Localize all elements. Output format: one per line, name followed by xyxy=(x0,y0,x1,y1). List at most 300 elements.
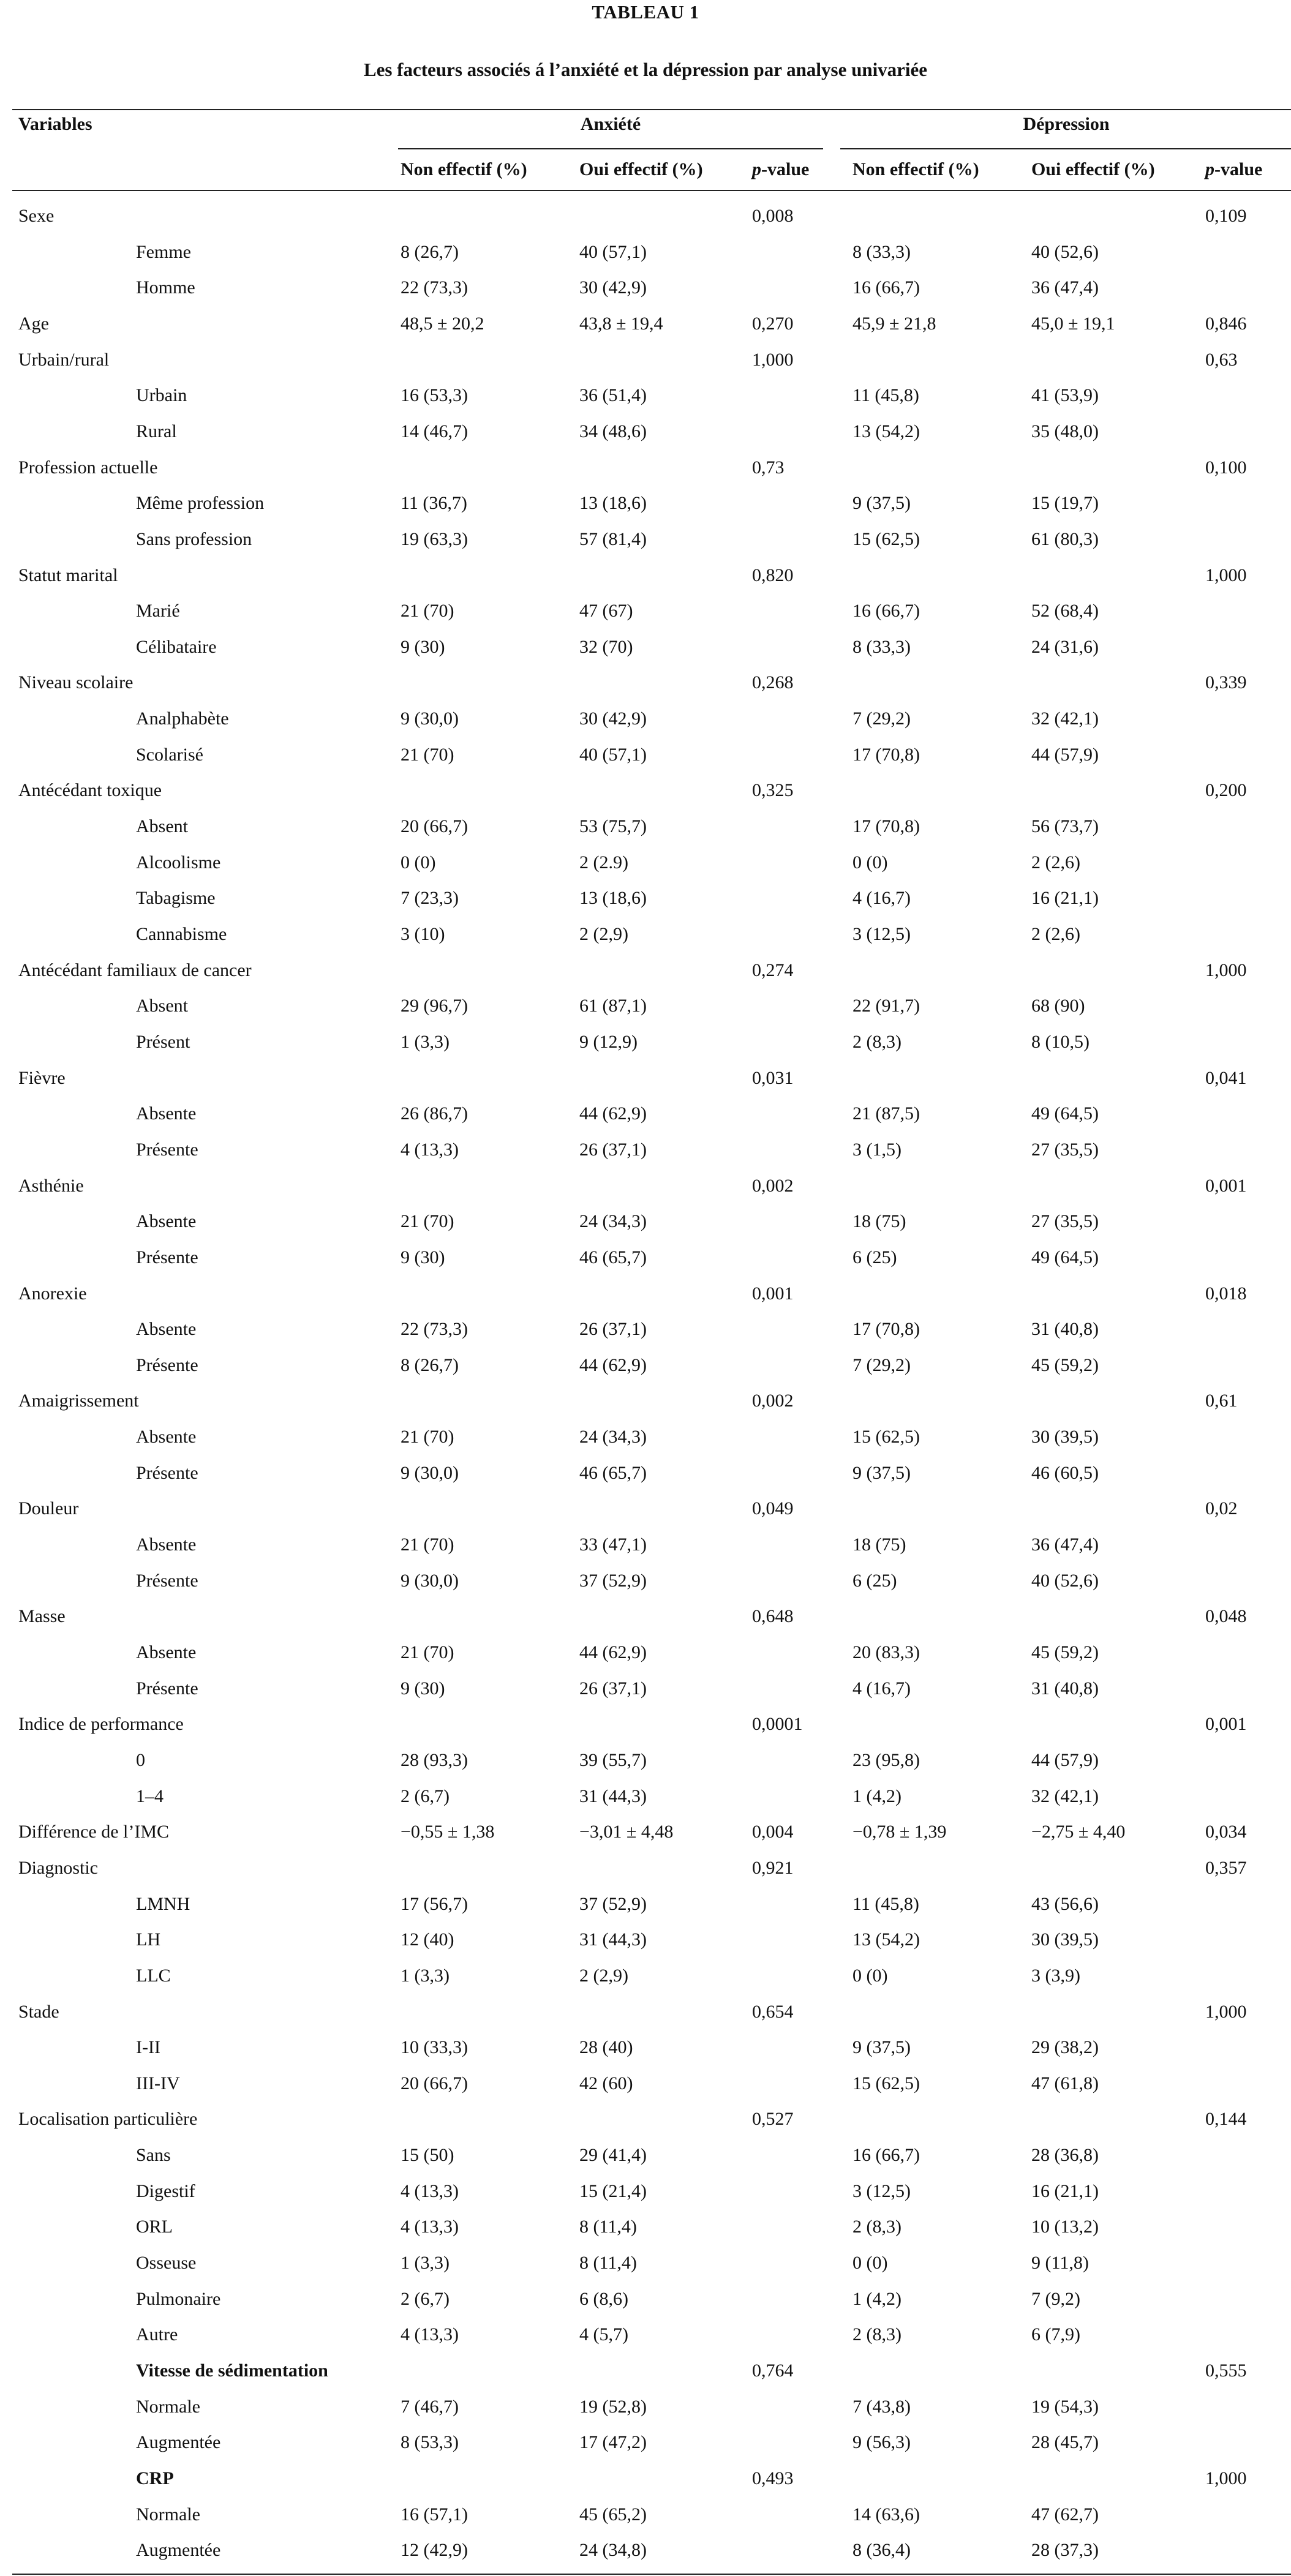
cell-dep-p-value: 1,000 xyxy=(1205,565,1247,585)
row-label: Digestif xyxy=(136,2180,195,2201)
cell-dep-oui-effectif: 8 (10,5) xyxy=(1031,1031,1090,1052)
row-label: Normale xyxy=(136,2504,200,2525)
cell-anx-non-effectif: 15 (50) xyxy=(401,2145,454,2166)
cell-anx-non-effectif: 9 (30) xyxy=(401,1678,445,1699)
cell-dep-non-effectif: 16 (66,7) xyxy=(853,601,920,621)
row-label: Absent xyxy=(136,996,188,1016)
p-suffix: -value xyxy=(761,159,810,179)
cell-dep-p-value: 0,61 xyxy=(1205,1391,1238,1411)
row-label: Scolarisé xyxy=(136,744,203,765)
cell-anx-p-value: 0,002 xyxy=(752,1391,794,1411)
cell-dep-oui-effectif: 32 (42,1) xyxy=(1031,708,1099,729)
cell-dep-oui-effectif: 47 (61,8) xyxy=(1031,2073,1099,2093)
cell-dep-oui-effectif: 27 (35,5) xyxy=(1031,1139,1099,1160)
cell-anx-oui-effectif: 40 (57,1) xyxy=(579,241,647,262)
cell-dep-oui-effectif: 19 (54,3) xyxy=(1031,2396,1099,2417)
cell-anx-oui-effectif: 2 (2,9) xyxy=(579,924,628,944)
row-label: Masse xyxy=(18,1606,66,1627)
cell-dep-oui-effectif: 27 (35,5) xyxy=(1031,1211,1099,1232)
cell-anx-non-effectif: 8 (26,7) xyxy=(401,241,459,262)
cell-dep-p-value: 0,63 xyxy=(1205,349,1238,370)
cell-dep-non-effectif: 3 (12,5) xyxy=(853,924,911,944)
cell-anx-non-effectif: 1 (3,3) xyxy=(401,1965,450,1986)
cell-dep-non-effectif: 18 (75) xyxy=(853,1211,906,1232)
row-label: Analphabète xyxy=(136,708,229,729)
cell-anx-p-value: 0,004 xyxy=(752,1822,794,1842)
cell-dep-oui-effectif: 36 (47,4) xyxy=(1031,1534,1099,1555)
cell-anx-oui-effectif: 37 (52,9) xyxy=(579,1570,647,1591)
cell-dep-p-value: 0,041 xyxy=(1205,1067,1247,1088)
cell-anx-non-effectif: 12 (40) xyxy=(401,1929,454,1950)
cell-dep-non-effectif: 9 (37,5) xyxy=(853,493,911,514)
row-label: Présente xyxy=(136,1354,198,1375)
row-label: Augmentée xyxy=(136,2540,221,2561)
cell-dep-oui-effectif: 30 (39,5) xyxy=(1031,1427,1099,1448)
cell-anx-non-effectif: 22 (73,3) xyxy=(401,277,468,298)
cell-anx-p-value: 0,274 xyxy=(752,959,794,980)
cell-anx-non-effectif: 11 (36,7) xyxy=(401,493,467,514)
row-label: Présente xyxy=(136,1139,198,1160)
cell-anx-p-value: 0,270 xyxy=(752,313,794,334)
row-label: Augmentée xyxy=(136,2432,221,2453)
cell-dep-oui-effectif: 16 (21,1) xyxy=(1031,888,1099,909)
cell-anx-non-effectif: 9 (30,0) xyxy=(401,708,459,729)
cell-dep-non-effectif: 14 (63,6) xyxy=(853,2504,920,2525)
cell-anx-non-effectif: 4 (13,3) xyxy=(401,1139,459,1160)
cell-anx-oui-effectif: 29 (41,4) xyxy=(579,2145,647,2166)
cell-dep-oui-effectif: 16 (21,1) xyxy=(1031,2180,1099,2201)
cell-anx-oui-effectif: 26 (37,1) xyxy=(579,1678,647,1699)
cell-dep-p-value: 0,048 xyxy=(1205,1606,1247,1627)
row-label: I-II xyxy=(136,2037,160,2058)
cell-dep-non-effectif: 17 (70,8) xyxy=(853,744,920,765)
cell-anx-oui-effectif: 44 (62,9) xyxy=(579,1103,647,1124)
cell-dep-non-effectif: 1 (4,2) xyxy=(853,1786,901,1806)
row-label: Stade xyxy=(18,2001,59,2022)
cell-anx-non-effectif: −0,55 ± 1,38 xyxy=(401,1822,495,1842)
cell-anx-non-effectif: 4 (13,3) xyxy=(401,2324,459,2345)
header-variables: Variables xyxy=(18,114,92,134)
cell-dep-oui-effectif: 40 (52,6) xyxy=(1031,241,1099,262)
cell-dep-non-effectif: 7 (29,2) xyxy=(853,708,911,729)
cell-dep-non-effectif: 7 (43,8) xyxy=(853,2396,911,2417)
cell-anx-p-value: 1,000 xyxy=(752,349,794,370)
row-label: Rural xyxy=(136,421,177,441)
cell-dep-non-effectif: 18 (75) xyxy=(853,1534,906,1555)
cell-anx-non-effectif: 21 (70) xyxy=(401,1534,454,1555)
cell-dep-p-value: 0,109 xyxy=(1205,206,1247,226)
cell-dep-oui-effectif: 68 (90) xyxy=(1031,996,1085,1016)
cell-dep-p-value: 0,018 xyxy=(1205,1283,1247,1304)
header-anx-oui-effectif: Oui effectif (%) xyxy=(579,159,703,179)
row-label: Diagnostic xyxy=(18,1857,98,1878)
cell-dep-non-effectif: 0 (0) xyxy=(853,2253,888,2274)
row-label: Tabagisme xyxy=(136,888,216,909)
cell-dep-non-effectif: 3 (12,5) xyxy=(853,2180,911,2201)
cell-dep-p-value: 0,555 xyxy=(1205,2360,1247,2381)
cell-dep-oui-effectif: 32 (42,1) xyxy=(1031,1786,1099,1806)
cell-dep-non-effectif: 9 (37,5) xyxy=(853,2037,911,2058)
row-label: LMNH xyxy=(136,1893,190,1914)
header-anxiete: Anxiété xyxy=(580,114,641,134)
cell-dep-oui-effectif: 61 (80,3) xyxy=(1031,528,1099,549)
cell-anx-p-value: 0,031 xyxy=(752,1067,794,1088)
header-dep-oui-effectif: Oui effectif (%) xyxy=(1031,159,1155,179)
cell-dep-non-effectif: 21 (87,5) xyxy=(853,1103,920,1124)
cell-dep-oui-effectif: 49 (64,5) xyxy=(1031,1103,1099,1124)
cell-anx-non-effectif: 28 (93,3) xyxy=(401,1749,468,1770)
cell-dep-oui-effectif: −2,75 ± 4,40 xyxy=(1031,1822,1126,1842)
cell-anx-p-value: 0,648 xyxy=(752,1606,794,1627)
row-label: Absente xyxy=(136,1534,197,1555)
cell-anx-p-value: 0,654 xyxy=(752,2001,794,2022)
row-label: Absente xyxy=(136,1319,197,1340)
row-label: Alcoolisme xyxy=(136,852,221,873)
cell-dep-oui-effectif: 45 (59,2) xyxy=(1031,1354,1099,1375)
cell-anx-p-value: 0,73 xyxy=(752,457,785,478)
cell-anx-oui-effectif: 26 (37,1) xyxy=(579,1319,647,1340)
cell-anx-oui-effectif: 57 (81,4) xyxy=(579,528,647,549)
header-depression: Dépression xyxy=(1023,114,1110,134)
cell-anx-oui-effectif: 13 (18,6) xyxy=(579,493,647,514)
cell-anx-non-effectif: 1 (3,3) xyxy=(401,1031,450,1052)
cell-dep-oui-effectif: 2 (2,6) xyxy=(1031,852,1080,873)
row-label: Statut marital xyxy=(18,565,118,585)
cell-dep-oui-effectif: 46 (60,5) xyxy=(1031,1462,1099,1483)
cell-anx-non-effectif: 21 (70) xyxy=(401,601,454,621)
cell-dep-non-effectif: 15 (62,5) xyxy=(853,528,920,549)
row-label: Femme xyxy=(136,241,191,262)
row-label: Absente xyxy=(136,1211,197,1232)
cell-dep-non-effectif: 0 (0) xyxy=(853,852,888,873)
cell-dep-non-effectif: 2 (8,3) xyxy=(853,2217,901,2237)
cell-dep-non-effectif: 17 (70,8) xyxy=(853,1319,920,1340)
cell-anx-non-effectif: 17 (56,7) xyxy=(401,1893,468,1914)
cell-dep-oui-effectif: 49 (64,5) xyxy=(1031,1247,1099,1267)
cell-anx-non-effectif: 48,5 ± 20,2 xyxy=(401,313,484,334)
cell-dep-oui-effectif: 7 (9,2) xyxy=(1031,2288,1080,2309)
cell-dep-non-effectif: 2 (8,3) xyxy=(853,2324,901,2345)
row-label: Absent xyxy=(136,816,188,837)
table-title: Les facteurs associés á l’anxiété et la dépression par analyse univariée xyxy=(363,59,928,80)
cell-dep-non-effectif: 11 (45,8) xyxy=(853,385,919,406)
cell-anx-p-value: 0,268 xyxy=(752,672,794,693)
cell-dep-non-effectif: 45,9 ± 21,8 xyxy=(853,313,936,334)
cell-dep-p-value: 0,034 xyxy=(1205,1822,1247,1842)
row-label: Osseuse xyxy=(136,2253,197,2274)
cell-anx-oui-effectif: 39 (55,7) xyxy=(579,1749,647,1770)
cell-dep-p-value: 0,339 xyxy=(1205,672,1247,693)
cell-dep-non-effectif: 3 (1,5) xyxy=(853,1139,901,1160)
cell-dep-oui-effectif: 45,0 ± 19,1 xyxy=(1031,313,1115,334)
cell-anx-non-effectif: 12 (42,9) xyxy=(401,2540,468,2561)
row-label: Vitesse de sédimentation xyxy=(136,2360,328,2381)
cell-anx-non-effectif: 7 (46,7) xyxy=(401,2396,459,2417)
cell-dep-p-value: 0,200 xyxy=(1205,780,1247,801)
cell-anx-non-effectif: 7 (23,3) xyxy=(401,888,459,909)
cell-dep-non-effectif: 13 (54,2) xyxy=(853,1929,920,1950)
header-dep-non-effectif: Non effectif (%) xyxy=(853,159,979,179)
cell-dep-non-effectif: 8 (33,3) xyxy=(853,241,911,262)
cell-dep-oui-effectif: 30 (39,5) xyxy=(1031,1929,1099,1950)
cell-anx-p-value: 0,820 xyxy=(752,565,794,585)
cell-anx-oui-effectif: 34 (48,6) xyxy=(579,421,647,441)
row-label: Douleur xyxy=(18,1498,79,1519)
cell-dep-non-effectif: 1 (4,2) xyxy=(853,2288,901,2309)
row-label: Localisation particulière xyxy=(18,2109,198,2130)
cell-anx-p-value: 0,049 xyxy=(752,1498,794,1519)
cell-anx-p-value: 0,002 xyxy=(752,1175,794,1196)
cell-anx-non-effectif: 19 (63,3) xyxy=(401,528,468,549)
cell-anx-non-effectif: 8 (53,3) xyxy=(401,2432,459,2453)
cell-dep-oui-effectif: 28 (45,7) xyxy=(1031,2432,1099,2453)
cell-anx-p-value: 0,001 xyxy=(752,1283,794,1304)
cell-dep-non-effectif: 2 (8,3) xyxy=(853,1031,901,1052)
row-label: Antécédant toxique xyxy=(18,780,162,801)
cell-anx-non-effectif: 20 (66,7) xyxy=(401,816,468,837)
row-label: III-IV xyxy=(136,2073,180,2093)
row-label: Urbain xyxy=(136,385,187,406)
cell-dep-oui-effectif: 10 (13,2) xyxy=(1031,2217,1099,2237)
row-label: Présente xyxy=(136,1678,198,1699)
cell-dep-oui-effectif: 28 (36,8) xyxy=(1031,2145,1099,2166)
cell-dep-oui-effectif: 2 (2,6) xyxy=(1031,924,1080,944)
cell-anx-non-effectif: 1 (3,3) xyxy=(401,2253,450,2274)
cell-anx-oui-effectif: 44 (62,9) xyxy=(579,1354,647,1375)
cell-anx-oui-effectif: 4 (5,7) xyxy=(579,2324,628,2345)
row-label: LH xyxy=(136,1929,160,1950)
cell-dep-non-effectif: 17 (70,8) xyxy=(853,816,920,837)
cell-dep-non-effectif: 16 (66,7) xyxy=(853,277,920,298)
row-label: Présente xyxy=(136,1247,198,1267)
cell-anx-oui-effectif: 31 (44,3) xyxy=(579,1929,647,1950)
cell-anx-oui-effectif: 26 (37,1) xyxy=(579,1139,647,1160)
cell-anx-non-effectif: 16 (53,3) xyxy=(401,385,468,406)
cell-anx-p-value: 0,921 xyxy=(752,1857,794,1878)
row-label: Profession actuelle xyxy=(18,457,158,478)
cell-dep-oui-effectif: 35 (48,0) xyxy=(1031,421,1099,441)
cell-dep-non-effectif: 6 (25) xyxy=(853,1247,897,1267)
cell-anx-non-effectif: 9 (30,0) xyxy=(401,1462,459,1483)
cell-dep-oui-effectif: 36 (47,4) xyxy=(1031,277,1099,298)
row-label: Marié xyxy=(136,601,180,621)
cell-dep-p-value: 1,000 xyxy=(1205,959,1247,980)
cell-dep-oui-effectif: 44 (57,9) xyxy=(1031,744,1099,765)
row-label: Niveau scolaire xyxy=(18,672,134,693)
cell-anx-non-effectif: 14 (46,7) xyxy=(401,421,468,441)
cell-dep-oui-effectif: 31 (40,8) xyxy=(1031,1319,1099,1340)
row-label: Présent xyxy=(136,1031,190,1052)
row-label: 1–4 xyxy=(136,1786,164,1806)
header-anx-non-effectif: Non effectif (%) xyxy=(401,159,527,179)
cell-anx-oui-effectif: 43,8 ± 19,4 xyxy=(579,313,663,334)
cell-anx-p-value: 0,008 xyxy=(752,206,794,226)
cell-dep-oui-effectif: 56 (73,7) xyxy=(1031,816,1099,837)
cell-anx-oui-effectif: 28 (40) xyxy=(579,2037,633,2058)
cell-anx-oui-effectif: 6 (8,6) xyxy=(579,2288,628,2309)
cell-anx-oui-effectif: 53 (75,7) xyxy=(579,816,647,837)
cell-dep-oui-effectif: 29 (38,2) xyxy=(1031,2037,1099,2058)
cell-anx-non-effectif: 2 (6,7) xyxy=(401,2288,450,2309)
cell-dep-p-value: 1,000 xyxy=(1205,2001,1247,2022)
row-label: Présente xyxy=(136,1462,198,1483)
cell-anx-oui-effectif: 24 (34,3) xyxy=(579,1427,647,1448)
cell-anx-p-value: 0,764 xyxy=(752,2360,794,2381)
row-label: 0 xyxy=(136,1749,145,1770)
cell-anx-oui-effectif: 40 (57,1) xyxy=(579,744,647,765)
bottom-rule xyxy=(12,2574,1291,2575)
cell-anx-non-effectif: 22 (73,3) xyxy=(401,1319,468,1340)
cell-dep-oui-effectif: 6 (7,9) xyxy=(1031,2324,1080,2345)
cell-dep-p-value: 0,846 xyxy=(1205,313,1247,334)
cell-dep-p-value: 0,144 xyxy=(1205,2109,1247,2130)
cell-anx-oui-effectif: 24 (34,8) xyxy=(579,2540,647,2561)
row-label: Anorexie xyxy=(18,1283,87,1304)
cell-dep-p-value: 0,02 xyxy=(1205,1498,1238,1519)
row-label: Célibataire xyxy=(136,636,217,657)
row-label: Même profession xyxy=(136,493,265,514)
cell-anx-oui-effectif: 13 (18,6) xyxy=(579,888,647,909)
cell-anx-oui-effectif: 45 (65,2) xyxy=(579,2504,647,2525)
cell-anx-p-value: 0,493 xyxy=(752,2468,794,2488)
cell-dep-oui-effectif: 3 (3,9) xyxy=(1031,1965,1080,1986)
cell-dep-p-value: 0,100 xyxy=(1205,457,1247,478)
cell-anx-oui-effectif: 61 (87,1) xyxy=(579,996,647,1016)
cell-anx-non-effectif: 21 (70) xyxy=(401,744,454,765)
cell-dep-non-effectif: 16 (66,7) xyxy=(853,2145,920,2166)
cell-anx-oui-effectif: 8 (11,4) xyxy=(579,2253,637,2274)
row-label: CRP xyxy=(136,2468,174,2488)
row-label: Sans profession xyxy=(136,528,252,549)
cell-dep-oui-effectif: 28 (37,3) xyxy=(1031,2540,1099,2561)
row-label: LLC xyxy=(136,1965,171,1986)
cell-dep-non-effectif: 7 (29,2) xyxy=(853,1354,911,1375)
cell-dep-oui-effectif: 43 (56,6) xyxy=(1031,1893,1099,1914)
cell-dep-oui-effectif: 24 (31,6) xyxy=(1031,636,1099,657)
cell-dep-non-effectif: 9 (37,5) xyxy=(853,1462,911,1483)
cell-anx-oui-effectif: 2 (2,9) xyxy=(579,1965,628,1986)
cell-dep-oui-effectif: 40 (52,6) xyxy=(1031,1570,1099,1591)
cell-anx-oui-effectif: 19 (52,8) xyxy=(579,2396,647,2417)
row-label: Normale xyxy=(136,2396,200,2417)
cell-anx-oui-effectif: 42 (60) xyxy=(579,2073,633,2093)
row-label: Présente xyxy=(136,1570,198,1591)
cell-anx-oui-effectif: 31 (44,3) xyxy=(579,1786,647,1806)
cell-anx-p-value: 0,0001 xyxy=(752,1714,803,1735)
cell-dep-oui-effectif: 52 (68,4) xyxy=(1031,601,1099,621)
cell-dep-oui-effectif: 47 (62,7) xyxy=(1031,2504,1099,2525)
cell-anx-non-effectif: 0 (0) xyxy=(401,852,436,873)
cell-anx-oui-effectif: 15 (21,4) xyxy=(579,2180,647,2201)
cell-anx-non-effectif: 2 (6,7) xyxy=(401,1786,450,1806)
cell-anx-oui-effectif: 36 (51,4) xyxy=(579,385,647,406)
row-label: Absente xyxy=(136,1103,197,1124)
cell-anx-non-effectif: 9 (30,0) xyxy=(401,1570,459,1591)
cell-dep-non-effectif: 11 (45,8) xyxy=(853,1893,919,1914)
cell-anx-oui-effectif: 8 (11,4) xyxy=(579,2217,637,2237)
p-italic: p xyxy=(752,159,761,179)
cell-dep-oui-effectif: 45 (59,2) xyxy=(1031,1642,1099,1662)
cell-dep-non-effectif: 8 (33,3) xyxy=(853,636,911,657)
cell-dep-non-effectif: 13 (54,2) xyxy=(853,421,920,441)
cell-anx-oui-effectif: 9 (12,9) xyxy=(579,1031,638,1052)
row-label: Age xyxy=(18,313,49,334)
row-label: Amaigrissement xyxy=(18,1391,139,1411)
cell-anx-oui-effectif: 33 (47,1) xyxy=(579,1534,647,1555)
cell-dep-non-effectif: 4 (16,7) xyxy=(853,888,911,909)
row-label: Autre xyxy=(136,2324,178,2345)
cell-dep-non-effectif: 0 (0) xyxy=(853,1965,888,1986)
p-suffix: -value xyxy=(1214,159,1263,179)
cell-anx-non-effectif: 9 (30) xyxy=(401,1247,445,1267)
cell-anx-oui-effectif: 44 (62,9) xyxy=(579,1642,647,1662)
row-label: Cannabisme xyxy=(136,924,227,944)
cell-anx-oui-effectif: 30 (42,9) xyxy=(579,277,647,298)
cell-anx-non-effectif: 8 (26,7) xyxy=(401,1354,459,1375)
cell-dep-oui-effectif: 41 (53,9) xyxy=(1031,385,1099,406)
cell-dep-non-effectif: 4 (16,7) xyxy=(853,1678,911,1699)
row-label: Antécédant familiaux de cancer xyxy=(18,959,252,980)
cell-anx-oui-effectif: 47 (67) xyxy=(579,601,633,621)
cell-anx-oui-effectif: 46 (65,7) xyxy=(579,1247,647,1267)
cell-anx-non-effectif: 21 (70) xyxy=(401,1211,454,1232)
cell-dep-non-effectif: 20 (83,3) xyxy=(853,1642,920,1662)
row-label: Asthénie xyxy=(18,1175,84,1196)
cell-anx-p-value: 0,527 xyxy=(752,2109,794,2130)
row-label: ORL xyxy=(136,2217,173,2237)
row-label: Pulmonaire xyxy=(136,2288,221,2309)
cell-anx-non-effectif: 10 (33,3) xyxy=(401,2037,468,2058)
cell-dep-oui-effectif: 44 (57,9) xyxy=(1031,1749,1099,1770)
cell-anx-non-effectif: 21 (70) xyxy=(401,1642,454,1662)
p-italic: p xyxy=(1205,159,1214,179)
cell-dep-oui-effectif: 31 (40,8) xyxy=(1031,1678,1099,1699)
cell-anx-non-effectif: 16 (57,1) xyxy=(401,2504,468,2525)
cell-dep-non-effectif: 23 (95,8) xyxy=(853,1749,920,1770)
cell-anx-non-effectif: 20 (66,7) xyxy=(401,2073,468,2093)
row-label: Absente xyxy=(136,1427,197,1448)
cell-dep-p-value: 0,357 xyxy=(1205,1857,1247,1878)
cell-anx-oui-effectif: 46 (65,7) xyxy=(579,1462,647,1483)
cell-dep-p-value: 1,000 xyxy=(1205,2468,1247,2488)
cell-anx-oui-effectif: 37 (52,9) xyxy=(579,1893,647,1914)
cell-dep-oui-effectif: 15 (19,7) xyxy=(1031,493,1099,514)
cell-anx-oui-effectif: −3,01 ± 4,48 xyxy=(579,1822,674,1842)
cell-anx-non-effectif: 9 (30) xyxy=(401,636,445,657)
cell-anx-oui-effectif: 17 (47,2) xyxy=(579,2432,647,2453)
row-label: Sans xyxy=(136,2145,171,2166)
cell-anx-non-effectif: 21 (70) xyxy=(401,1427,454,1448)
row-label: Homme xyxy=(136,277,195,298)
cell-dep-p-value: 0,001 xyxy=(1205,1714,1247,1735)
cell-anx-non-effectif: 4 (13,3) xyxy=(401,2217,459,2237)
row-label: Indice de performance xyxy=(18,1714,184,1735)
row-label: Urbain/rural xyxy=(18,349,110,370)
cell-anx-non-effectif: 4 (13,3) xyxy=(401,2180,459,2201)
cell-anx-non-effectif: 26 (86,7) xyxy=(401,1103,468,1124)
cell-dep-non-effectif: 15 (62,5) xyxy=(853,1427,920,1448)
cell-dep-non-effectif: −0,78 ± 1,39 xyxy=(853,1822,947,1842)
cell-dep-non-effectif: 15 (62,5) xyxy=(853,2073,920,2093)
row-label: Différence de l’IMC xyxy=(18,1822,170,1842)
cell-anx-p-value: 0,325 xyxy=(752,780,794,801)
cell-dep-non-effectif: 6 (25) xyxy=(853,1570,897,1591)
row-label: Absente xyxy=(136,1642,197,1662)
table-label: TABLEAU 1 xyxy=(592,1,699,23)
cell-dep-oui-effectif: 9 (11,8) xyxy=(1031,2253,1089,2274)
cell-dep-p-value: 0,001 xyxy=(1205,1175,1247,1196)
cell-dep-non-effectif: 8 (36,4) xyxy=(853,2540,911,2561)
